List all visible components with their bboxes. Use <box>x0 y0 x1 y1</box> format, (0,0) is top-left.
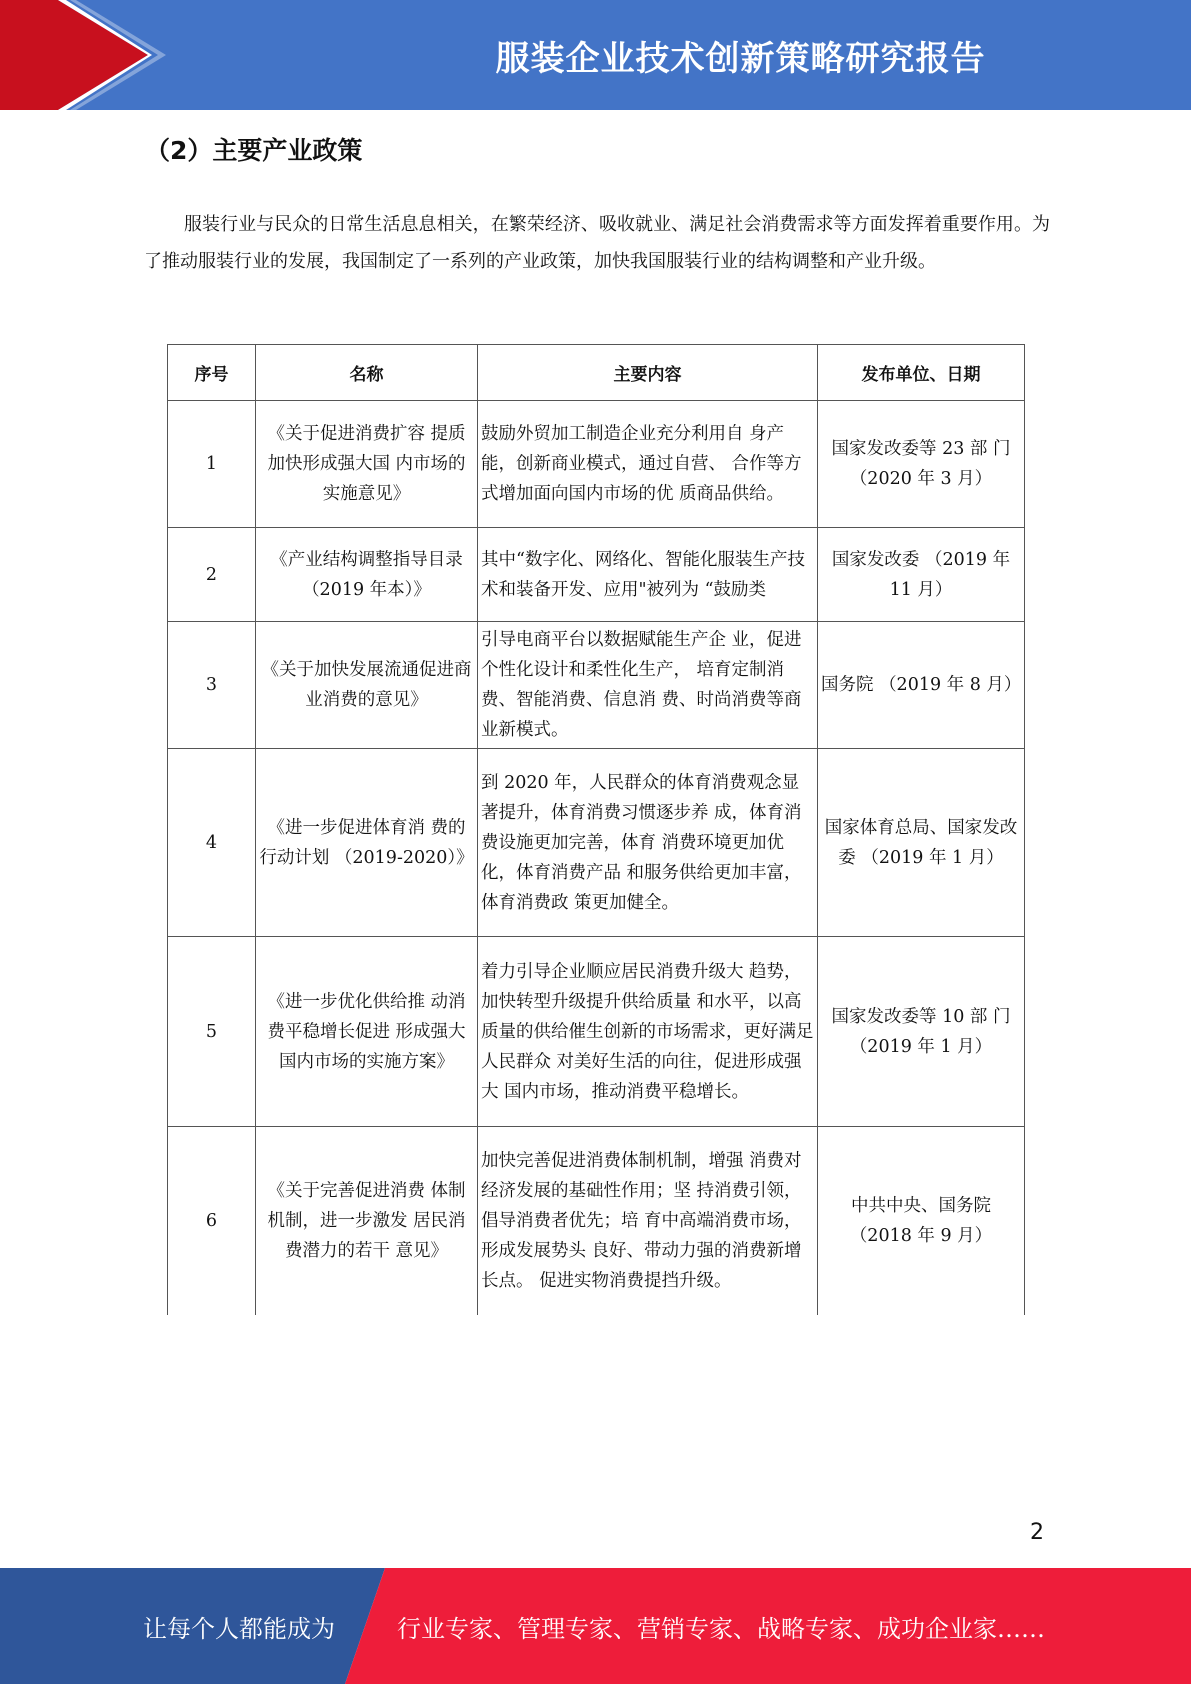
policy-issuer: 国家体育总局、国家发改委 （2019 年 1 月） <box>818 749 1025 937</box>
row-number: 6 <box>168 1127 256 1315</box>
section-title: （2）主要产业政策 <box>145 136 363 165</box>
table-row <box>168 528 1025 622</box>
policy-content: 加快完善促进消费体制机制，增强 消费对经济发展的基础性作用；坚 持消费引领，倡导消费者优先；培 育中高端消费市场，形成发展势头 良好、带动力强的消费新增长点。 促进实物消费提挡升级。 <box>478 1127 818 1315</box>
table-row <box>168 1127 1025 1315</box>
table-row <box>168 401 1025 528</box>
row-number: 1 <box>168 401 256 528</box>
policy-name: 《进一步促进体育消 费的行动计划 （2019-2020）》 <box>256 749 478 937</box>
table-row <box>168 749 1025 937</box>
report-title: 服装企业技术创新策略研究报告 <box>495 38 986 79</box>
policy-content: 着力引导企业顺应居民消费升级大 趋势，加快转型升级提升供给质量 和水平，以高质量的供给催生创新的市场需求，更好满足人民群众 对美好生活的向往，促进形成强大 国内市场，推动消费平稳增长。 <box>478 937 818 1127</box>
policy-table <box>167 344 1025 1315</box>
policy-content: 引导电商平台以数据赋能生产企 业，促进个性化设计和柔性化生产， 培育定制消费、智能消费、信息消 费、时尚消费等商业新模式。 <box>478 622 818 749</box>
policy-content: 鼓励外贸加工制造企业充分利用自 身产能，创新商业模式，通过自营、 合作等方式增加面向国内市场的优 质商品供给。 <box>478 401 818 528</box>
policy-content: 其中“数字化、网络化、智能化服装生产技术和装备开发、应用"被列为 “鼓励类 <box>478 528 818 622</box>
policy-issuer: 国家发改委等 10 部 门（2019 年 1 月） <box>818 937 1025 1127</box>
row-number: 2 <box>168 528 256 622</box>
policy-name: 《关于完善促进消费 体制机制，进一步激发 居民消费潜力的若干 意见》 <box>256 1127 478 1315</box>
policy-name: 《进一步优化供给推 动消费平稳增长促进 形成强大国内市场的实施方案》 <box>256 937 478 1127</box>
policy-issuer: 国家发改委 （2019 年 11 月） <box>818 528 1025 622</box>
table-row <box>168 622 1025 749</box>
policy-name: 《产业结构调整指导目录（2019 年本）》 <box>256 528 478 622</box>
table-header-row <box>168 345 1025 401</box>
intro-paragraph: 服装行业与民众的日常生活息息相关，在繁荣经济、吸收就业、满足社会消费需求等方面发挥着重要作用。为了推动服装行业的发展，我国制定了一系列的产业政策，加快我国服装行业的结构调整和产业升级。 <box>144 214 1050 272</box>
footer-slogan-left: 让每个人都能成为 <box>143 1614 335 1643</box>
page-header <box>0 0 1191 110</box>
row-number: 3 <box>168 622 256 749</box>
page-number: 2 <box>1030 1520 1044 1545</box>
policy-name: 《关于加快发展流通促进商业消费的意见》 <box>256 622 478 749</box>
row-number: 5 <box>168 937 256 1127</box>
policy-issuer: 国务院 （2019 年 8 月） <box>818 622 1025 749</box>
row-number: 4 <box>168 749 256 937</box>
policy-issuer: 国家发改委等 23 部 门（2020 年 3 月） <box>818 401 1025 528</box>
column-header-issuer: 发布单位、日期 <box>818 345 1025 401</box>
table-row <box>168 937 1025 1127</box>
column-header-no: 序号 <box>168 345 256 401</box>
column-header-name: 名称 <box>256 345 478 401</box>
policy-name: 《关于促进消费扩容 提质加快形成强大国 内市场的实施意见》 <box>256 401 478 528</box>
page-footer <box>0 1568 1191 1684</box>
footer-slogan-right: 行业专家、管理专家、营销专家、战略专家、成功企业家…… <box>397 1614 1045 1643</box>
policy-issuer: 中共中央、国务院 （2018 年 9 月） <box>818 1127 1025 1315</box>
column-header-content: 主要内容 <box>478 345 818 401</box>
policy-content: 到 2020 年，人民群众的体育消费观念显著提升，体育消费习惯逐步养 成，体育消费设施更加完善，体育 消费环境更加优化，体育消费产品 和服务供给更加丰富，体育消费政 策更加健全。 <box>478 749 818 937</box>
